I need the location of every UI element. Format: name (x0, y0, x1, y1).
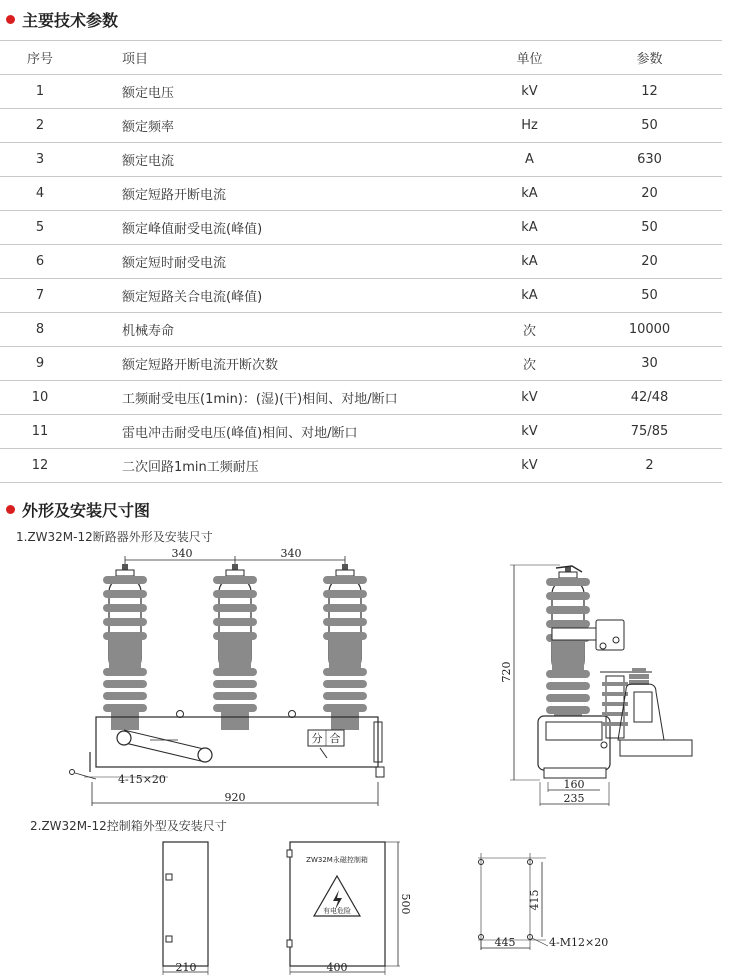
cell-unit: 次 (482, 347, 577, 381)
cell-unit: Hz (482, 109, 577, 143)
dim-label-920: 920 (224, 791, 246, 804)
dim-label-415: 415 (528, 889, 541, 911)
front-view (70, 547, 385, 806)
cell-value: 10000 (577, 313, 722, 347)
cell-item: 额定短路开断电流 (80, 177, 482, 211)
cell-item: 额定电流 (80, 143, 482, 177)
cell-item: 额定短路开断电流开断次数 (80, 347, 482, 381)
cell-unit: kA (482, 177, 577, 211)
insulator-right (323, 564, 367, 730)
cell-item: 额定频率 (80, 109, 482, 143)
drawing-title-text: 外形及安装尺寸图 (22, 501, 151, 520)
cell-value: 20 (577, 177, 722, 211)
indicator-open-label: 分 (311, 732, 323, 745)
cell-no: 7 (0, 279, 80, 313)
cell-no: 1 (0, 75, 80, 109)
spec-title-text: 主要技术参数 (22, 11, 119, 30)
dim-label-340-right: 340 (280, 547, 302, 560)
cell-no: 3 (0, 143, 80, 177)
cell-no: 11 (0, 415, 80, 449)
cell-value: 50 (577, 211, 722, 245)
dim-label-210: 210 (175, 961, 197, 974)
drawing-caption-1: 1.ZW32M-12断路器外形及安装尺寸 (16, 530, 213, 544)
cell-value: 50 (577, 279, 722, 313)
header-no: 序号 (0, 41, 80, 75)
cell-value: 20 (577, 245, 722, 279)
insulator-left (103, 564, 147, 730)
cell-no: 4 (0, 177, 80, 211)
mount-hole-label: 4-15×20 (118, 773, 166, 786)
cell-unit: 次 (482, 313, 577, 347)
cell-no: 12 (0, 449, 80, 483)
dim-label-445: 445 (494, 936, 516, 949)
header-unit: 单位 (482, 41, 577, 75)
side-insulator (546, 566, 590, 732)
cell-unit: A (482, 143, 577, 177)
cell-unit: kV (482, 415, 577, 449)
cell-unit: kA (482, 245, 577, 279)
cell-item: 雷电冲击耐受电压(峰值)相间、对地/断口 (80, 415, 482, 449)
cell-no: 9 (0, 347, 80, 381)
mount-bolt-label: 4-M12×20 (549, 936, 609, 949)
cell-unit: kA (482, 279, 577, 313)
operating-lever (117, 730, 212, 762)
drawing-caption-2: 2.ZW32M-12控制箱外型及安装尺寸 (30, 819, 227, 833)
cell-no: 6 (0, 245, 80, 279)
header-value: 参数 (577, 41, 722, 75)
cell-no: 10 (0, 381, 80, 415)
box-warning-label: 有电危险 (323, 907, 351, 915)
insulator-middle (213, 564, 257, 730)
dim-label-500: 500 (399, 893, 412, 915)
cell-value: 12 (577, 75, 722, 109)
cell-value: 42/48 (577, 381, 722, 415)
cell-value: 30 (577, 347, 722, 381)
indicator-close-label: 合 (329, 732, 341, 745)
cell-item: 额定电压 (80, 75, 482, 109)
cell-unit: kV (482, 449, 577, 483)
cell-item: 额定短路关合电流(峰值) (80, 279, 482, 313)
cell-no: 8 (0, 313, 80, 347)
cell-value: 2 (577, 449, 722, 483)
dim-label-340-left: 340 (171, 547, 193, 560)
dim-label-400: 400 (326, 961, 348, 974)
cell-value: 75/85 (577, 415, 722, 449)
cell-value: 630 (577, 143, 722, 177)
control-box-side-view (163, 842, 208, 975)
cell-item: 额定峰值耐受电流(峰值) (80, 211, 482, 245)
side-view (500, 565, 692, 806)
cell-value: 50 (577, 109, 722, 143)
box-title: ZW32M永磁控制箱 (306, 856, 368, 864)
dim-label-720: 720 (500, 661, 513, 683)
cell-item: 机械寿命 (80, 313, 482, 347)
header-item: 项目 (80, 41, 482, 75)
cell-no: 2 (0, 109, 80, 143)
cell-item: 二次回路1min工频耐压 (80, 449, 482, 483)
cell-item: 工频耐受电压(1min)：(湿)(干)相间、对地/断口 (80, 381, 482, 415)
cell-no: 5 (0, 211, 80, 245)
cell-unit: kV (482, 381, 577, 415)
control-box-mounting (478, 853, 608, 950)
control-box-front-view (287, 842, 412, 975)
cell-unit: kV (482, 75, 577, 109)
dim-label-235: 235 (563, 792, 585, 805)
cell-item: 额定短时耐受电流 (80, 245, 482, 279)
cell-unit: kA (482, 211, 577, 245)
dim-label-160: 160 (563, 778, 585, 791)
